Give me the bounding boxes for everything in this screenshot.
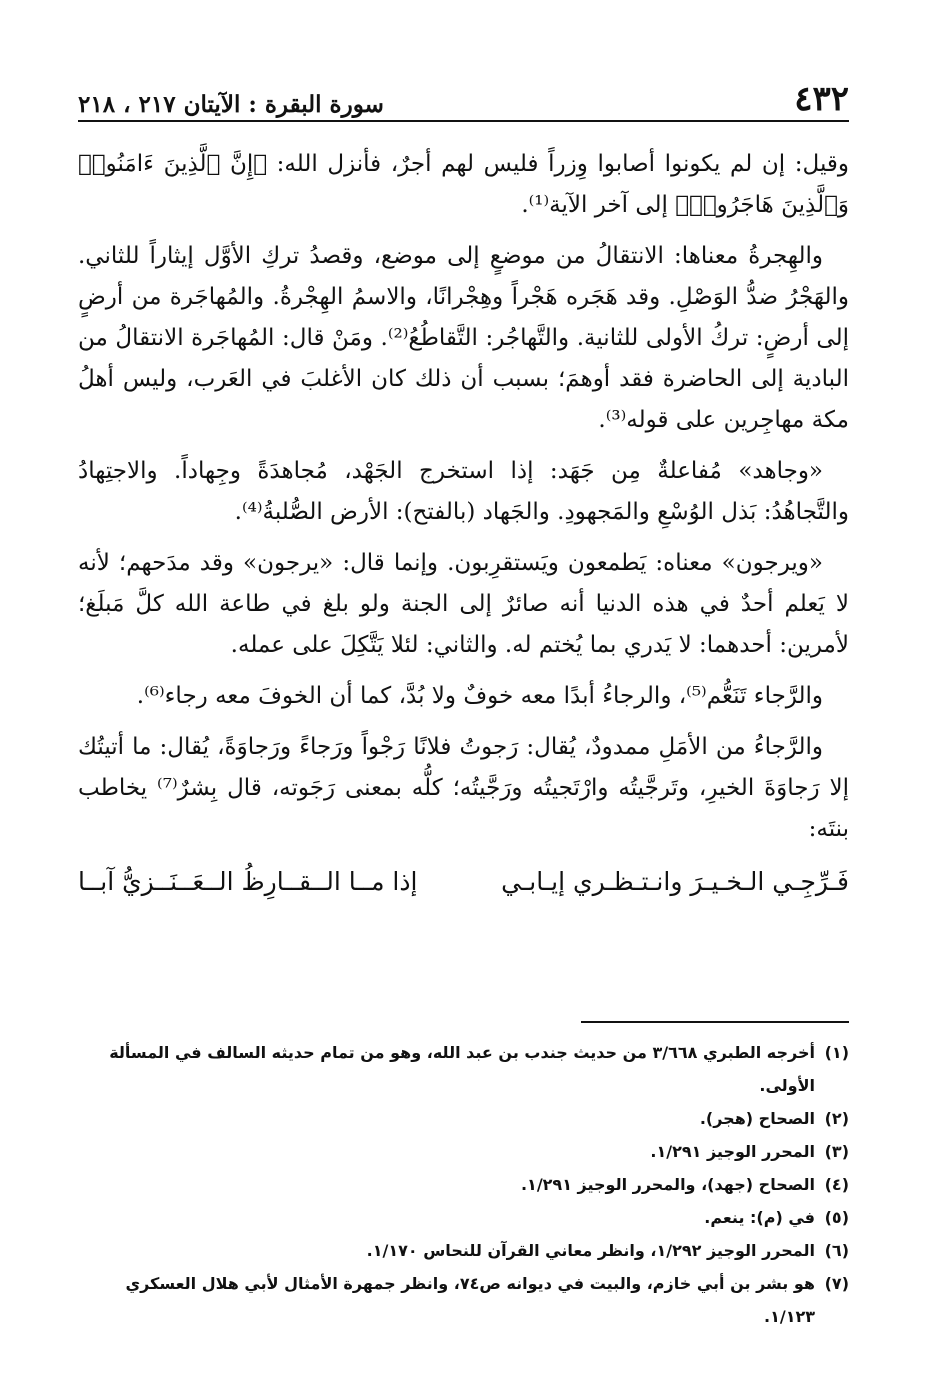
poetry-verse xyxy=(78,860,849,904)
footnote-text: الصحاح (هجر). xyxy=(699,1109,815,1128)
footnote-number: (٦) xyxy=(824,1241,849,1260)
footnote-text: أخرجه الطبري ٣/٦٦٨ من حديث جندب بن عبد الله، وهو من تمام حديثه السالف في المسألة الأولى. xyxy=(109,1043,815,1095)
running-head: سورة البقرة : الآيتان ٢١٧ ، ٢١٨ xyxy=(78,91,384,118)
page-number: ٤٣٢ xyxy=(794,79,849,119)
footnote xyxy=(78,1135,849,1168)
footnote-divider xyxy=(581,1021,849,1023)
paragraph: والرَّجاءُ من الأمَلِ ممدودٌ، يُقال: رَجوتُ فلانًا رَجْواً ورَجاءً ورَجاوَةً، يُقال: ما أتيتُك إلا رَجاوَةَ الخيرِ، وتَرجَّيتُه وارْتَجيتُه ورَجَّيتُه؛ كلُّه بمعنى رَجَوته، قال بِشرٌ⁽⁷⁾ يخاطب بنتَه: xyxy=(78,734,850,842)
footnote-number: (٢) xyxy=(824,1109,849,1128)
main-text xyxy=(78,144,849,904)
paragraph: والهِجرةُ معناها: الانتقالُ من موضعٍ إلى موضع، وقصدُ تركِ الأوَّل إيثاراً للثاني. والهَجْرُ ضدُّ الوَصْلِ. وقد هَجَره هَجْراً وهِجْرانًا، والاسمُ الهِجْرةُ. والمُهاجَرة من أرضٍ إلى أرضٍ: تركُ الأولى للثانية. والتَّهاجُر: التَّقاطُعُ⁽²⁾. ومَنْ قال: المُهاجَرة الانتقالُ من البادية إلى الحاضرة فقد أوهمَ؛ بسبب أن ذلك كان الأغلبَ في العَرب، وليس أهلُ مكة مهاجِرين على قوله⁽³⁾. xyxy=(78,243,849,433)
footnote-number: (٣) xyxy=(824,1142,849,1161)
verse-second-hemistich: إذا مــا الــقــارِظُ الــعَــنَــزيُّ آبــا xyxy=(78,867,418,896)
page-header xyxy=(78,66,849,122)
footnote-text: هو بشر بن أبي خازم، والبيت في ديوانه ص٧٤، وانظر جمهرة الأمثال لأبي هلال العسكري ١/١٢٣. xyxy=(125,1274,815,1326)
footnote xyxy=(78,1201,849,1234)
footnote-number: (٤) xyxy=(824,1175,849,1194)
paragraph: «ويرجون» معناه: يَطمعون ويَستقرِبون. وإنما قال: «يرجون» وقد مدَحهم؛ لأنه لا يَعلم أحدٌ في هذه الدنيا أنه صائرٌ إلى الجنة ولو بلغ في طاعة الله كلَّ مَبلَغ؛ لأمرين: أحدهما: لا يَدري بما يُختم له. والثاني: لئلا يَتَّكِلَ على عمله. xyxy=(78,550,849,658)
paragraph: وقيل: إن لم يكونوا أصابوا وِزراً فليس لهم أجرٌ، فأنزل الله: ﴿إِنَّ ٱلَّذِينَ ءَامَنُوا۟ وَٱلَّذِينَ هَاجَرُوا۟﴾ إلى آخر الآية⁽¹⁾. xyxy=(78,151,849,218)
footnote-text: في (م): ينعم. xyxy=(704,1208,815,1227)
footnotes xyxy=(78,1036,849,1333)
verse-first-hemistich: فَـرِّجِـي الـخـيـرَ وانـتـظـري إيـابـي xyxy=(501,867,849,896)
footnote-text: المحرر الوجيز ١/٢٩٢، وانظر معاني القرآن للنحاس ١/١٧٠. xyxy=(366,1241,815,1260)
footnote xyxy=(78,1102,849,1135)
paragraph: «وجاهد» مُفاعلةٌ مِن جَهَد: إذا استخرج الجَهْد، مُجاهدَةً وجِهاداً. والاجتِهادُ والتَّجاهُدُ: بَذل الوُسْعِ والمَجهودِ. والجَهاد (بالفتح): الأرض الصُّلبةُ⁽⁴⁾. xyxy=(78,458,849,525)
footnote-number: (١) xyxy=(824,1043,849,1062)
footnote-text: الصحاح (جهد)، والمحرر الوجيز ١/٢٩١. xyxy=(520,1175,815,1194)
paragraph: والرَّجاء تَنَعُّم⁽⁵⁾، والرجاءُ أبدًا معه خوفٌ ولا بُدَّ، كما أن الخوفَ معه رجاء⁽⁶⁾. xyxy=(136,683,823,709)
footnote xyxy=(78,1036,849,1102)
footnote xyxy=(78,1267,849,1333)
footnote xyxy=(78,1234,849,1267)
footnote-number: (٧) xyxy=(824,1274,849,1293)
footnote-text: المحرر الوجيز ١/٢٩١. xyxy=(650,1142,815,1161)
footnote xyxy=(78,1168,849,1201)
header-divider xyxy=(78,120,849,122)
footnote-number: (٥) xyxy=(824,1208,849,1227)
